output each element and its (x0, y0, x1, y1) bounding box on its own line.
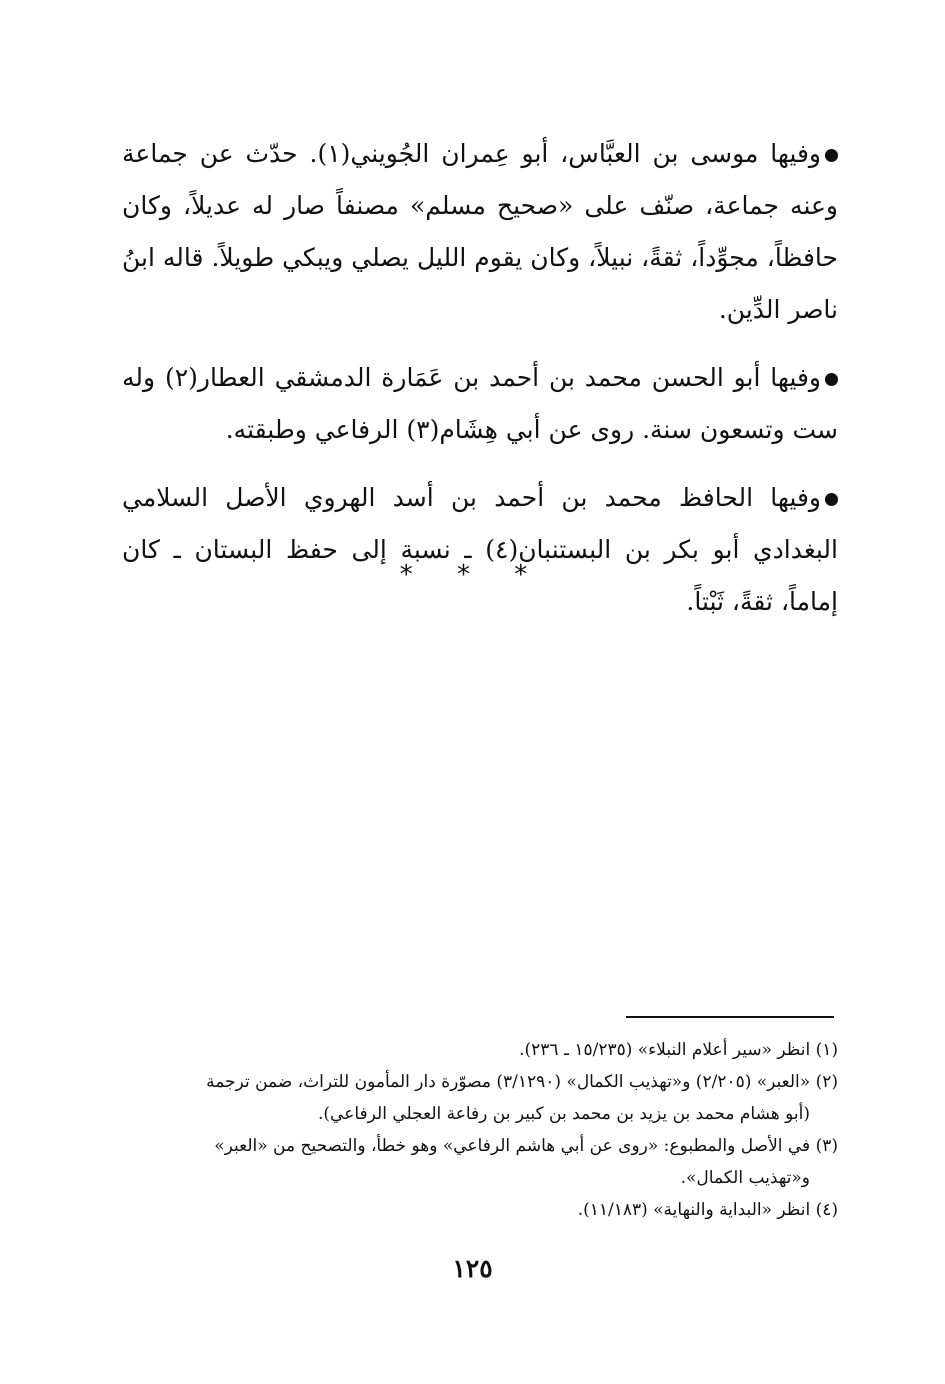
bullet-icon (825, 493, 838, 506)
paragraph-hafiz (122, 472, 838, 628)
paragraph-abu-alhasan (122, 352, 838, 456)
bullet-icon (825, 373, 838, 386)
paragraph-text: وفيها الحافظ محمد بن أحمد بن أسد الهروي الأصل السلامي البغدادي أبو بكر بن البستنبان(٤) ـ نسبة إلى حفظ البستان ـ كان إماماً، ثقةً، ثَبْتاً. (122, 483, 838, 616)
footnote-divider (626, 1016, 834, 1018)
paragraph-musa (122, 128, 838, 336)
bullet-icon (825, 149, 838, 162)
footnote-1: (١) انظر «سير أعلام النبلاء» (١٥/٢٣٥ ـ ٢٣٦). (519, 1040, 838, 1060)
paragraph-text: وفيها موسى بن العبَّاس، أبو عِمران الجُويني(١). حدّث عن جماعة وعنه جماعة، صنّف على «صحيح مسلم» مصنفاً صار له عديلاً، وكان حافظاً، مجوِّداً، ثقةً، نبيلاً، وكان يقوم الليل يصلي ويبكي طويلاً. قاله ابنُ ناصر الدِّين. (122, 139, 838, 324)
paragraph-text: وفيها أبو الحسن محمد بن أحمد بن عَمَارة الدمشقي العطار(٢) وله ست وتسعون سنة. روى عن أبي هِشَام(٣) الرفاعي وطبقته. (122, 363, 838, 444)
footnote-4: (٤) انظر «البداية والنهاية» (١١/١٨٣). (577, 1200, 838, 1220)
page-number: ١٢٥ (452, 1254, 493, 1283)
footnote-3: (٣) في الأصل والمطبوع: «روى عن أبي هاشم الرفاعي» وهو خطأ، والتصحيح من «العبر» (214, 1136, 838, 1156)
footnote-2-continued: (أبو هشام محمد بن يزيد بن محمد بن كبير بن رفاعة العجلي الرفاعي). (318, 1104, 810, 1124)
footnote-3-continued: و«تهذيب الكمال». (680, 1168, 810, 1188)
footnote-2: (٢) «العبر» (٢/٢٠٥) و«تهذيب الكمال» (٣/١٢٩٠) مصوّرة دار المأمون للتراث، ضمن ترجمة (206, 1072, 838, 1092)
section-separator: * * * (399, 560, 546, 590)
footnotes (122, 1034, 838, 1226)
